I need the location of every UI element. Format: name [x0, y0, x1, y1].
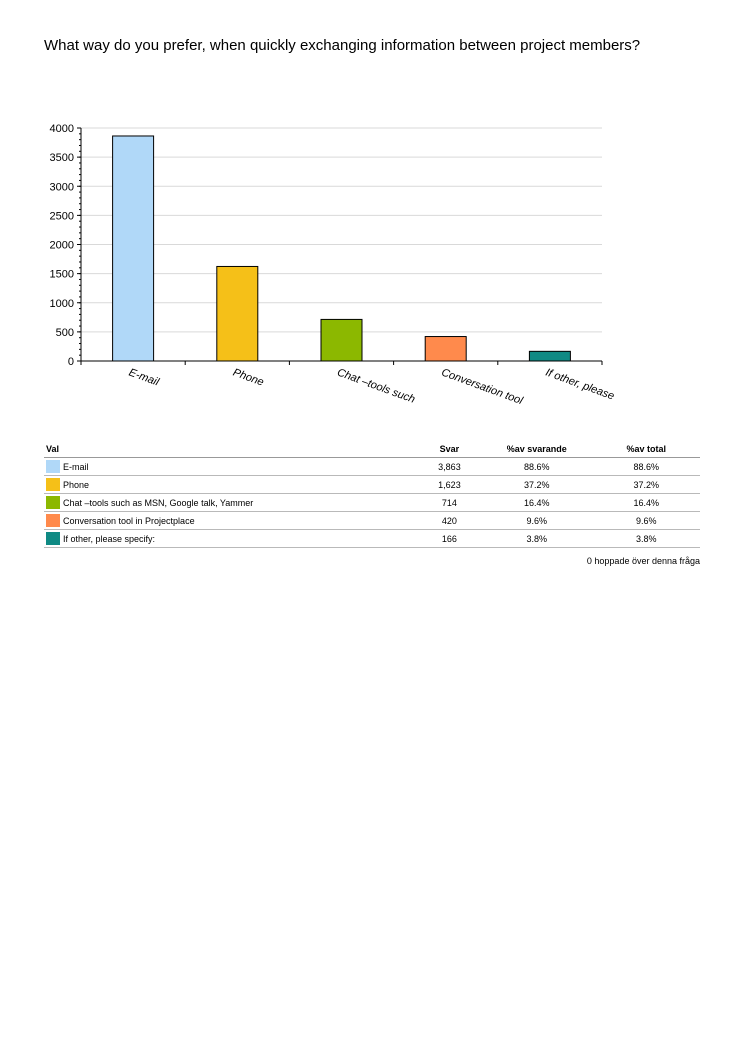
- row-label: Phone: [63, 479, 90, 490]
- legend-swatch: [46, 532, 60, 545]
- question-title: What way do you prefer, when quickly exchanging information between project members?: [44, 37, 641, 54]
- legend-swatch: [46, 514, 60, 527]
- legend-swatch: [46, 478, 60, 491]
- y-tick-label: 3000: [49, 181, 74, 194]
- legend-swatch: [46, 460, 60, 473]
- x-tick-label: Phone: [231, 366, 266, 389]
- row-pct-respondents: 88.6%: [481, 458, 593, 476]
- header-val: Val: [44, 442, 418, 458]
- y-tick-label: 500: [55, 326, 74, 339]
- row-pct-total: 9.6%: [593, 512, 700, 530]
- y-tick-label: 4000: [49, 123, 74, 135]
- bar: [529, 351, 570, 361]
- x-tick-label: Chat –tools such: [335, 366, 417, 406]
- bar: [321, 319, 362, 361]
- row-label: Conversation tool in Projectplace: [63, 515, 195, 526]
- header-pct-respondents: %av svarande: [481, 442, 593, 458]
- table-row: [44, 530, 700, 548]
- results-table: [44, 442, 700, 548]
- row-count: 166: [418, 530, 481, 548]
- table-row: [44, 476, 700, 494]
- row-count: 714: [418, 494, 481, 512]
- table-header-row: [44, 442, 700, 458]
- table-row: [44, 458, 700, 476]
- y-tick-label: 3500: [49, 152, 74, 165]
- legend-swatch: [46, 496, 60, 509]
- row-pct-total: 37.2%: [593, 476, 700, 494]
- y-tick-label: 1500: [49, 268, 74, 281]
- x-tick-label: If other, please: [543, 366, 616, 403]
- row-pct-total: 88.6%: [593, 458, 700, 476]
- row-pct-respondents: 16.4%: [481, 494, 593, 512]
- row-pct-respondents: 3.8%: [481, 530, 593, 548]
- bar: [217, 266, 258, 361]
- row-pct-respondents: 9.6%: [481, 512, 593, 530]
- header-pct-total: %av total: [593, 442, 700, 458]
- y-tick-label: 1000: [49, 297, 74, 310]
- y-tick-label: 0: [67, 356, 74, 368]
- row-label: Chat –tools such as MSN, Google talk, Yammer: [63, 497, 254, 508]
- y-tick-label: 2000: [49, 239, 74, 252]
- bar-chart: [0, 110, 746, 430]
- row-pct-total: 3.8%: [593, 530, 700, 548]
- skipped-note: 0 hoppade över denna fråga: [586, 556, 700, 566]
- bar: [113, 136, 154, 361]
- bar: [425, 337, 466, 361]
- table-row: [44, 512, 700, 530]
- header-svar: Svar: [418, 442, 481, 458]
- x-tick-label: Conversation tool: [439, 366, 525, 408]
- table-row: [44, 494, 700, 512]
- y-tick-label: 2500: [49, 210, 74, 223]
- row-label: If other, please specify:: [63, 533, 156, 544]
- x-tick-label: E-mail: [127, 366, 161, 389]
- row-pct-respondents: 37.2%: [481, 476, 593, 494]
- row-pct-total: 16.4%: [593, 494, 700, 512]
- row-count: 420: [418, 512, 481, 530]
- row-count: 1,623: [418, 476, 481, 494]
- row-count: 3,863: [418, 458, 481, 476]
- row-label: E-mail: [63, 461, 89, 472]
